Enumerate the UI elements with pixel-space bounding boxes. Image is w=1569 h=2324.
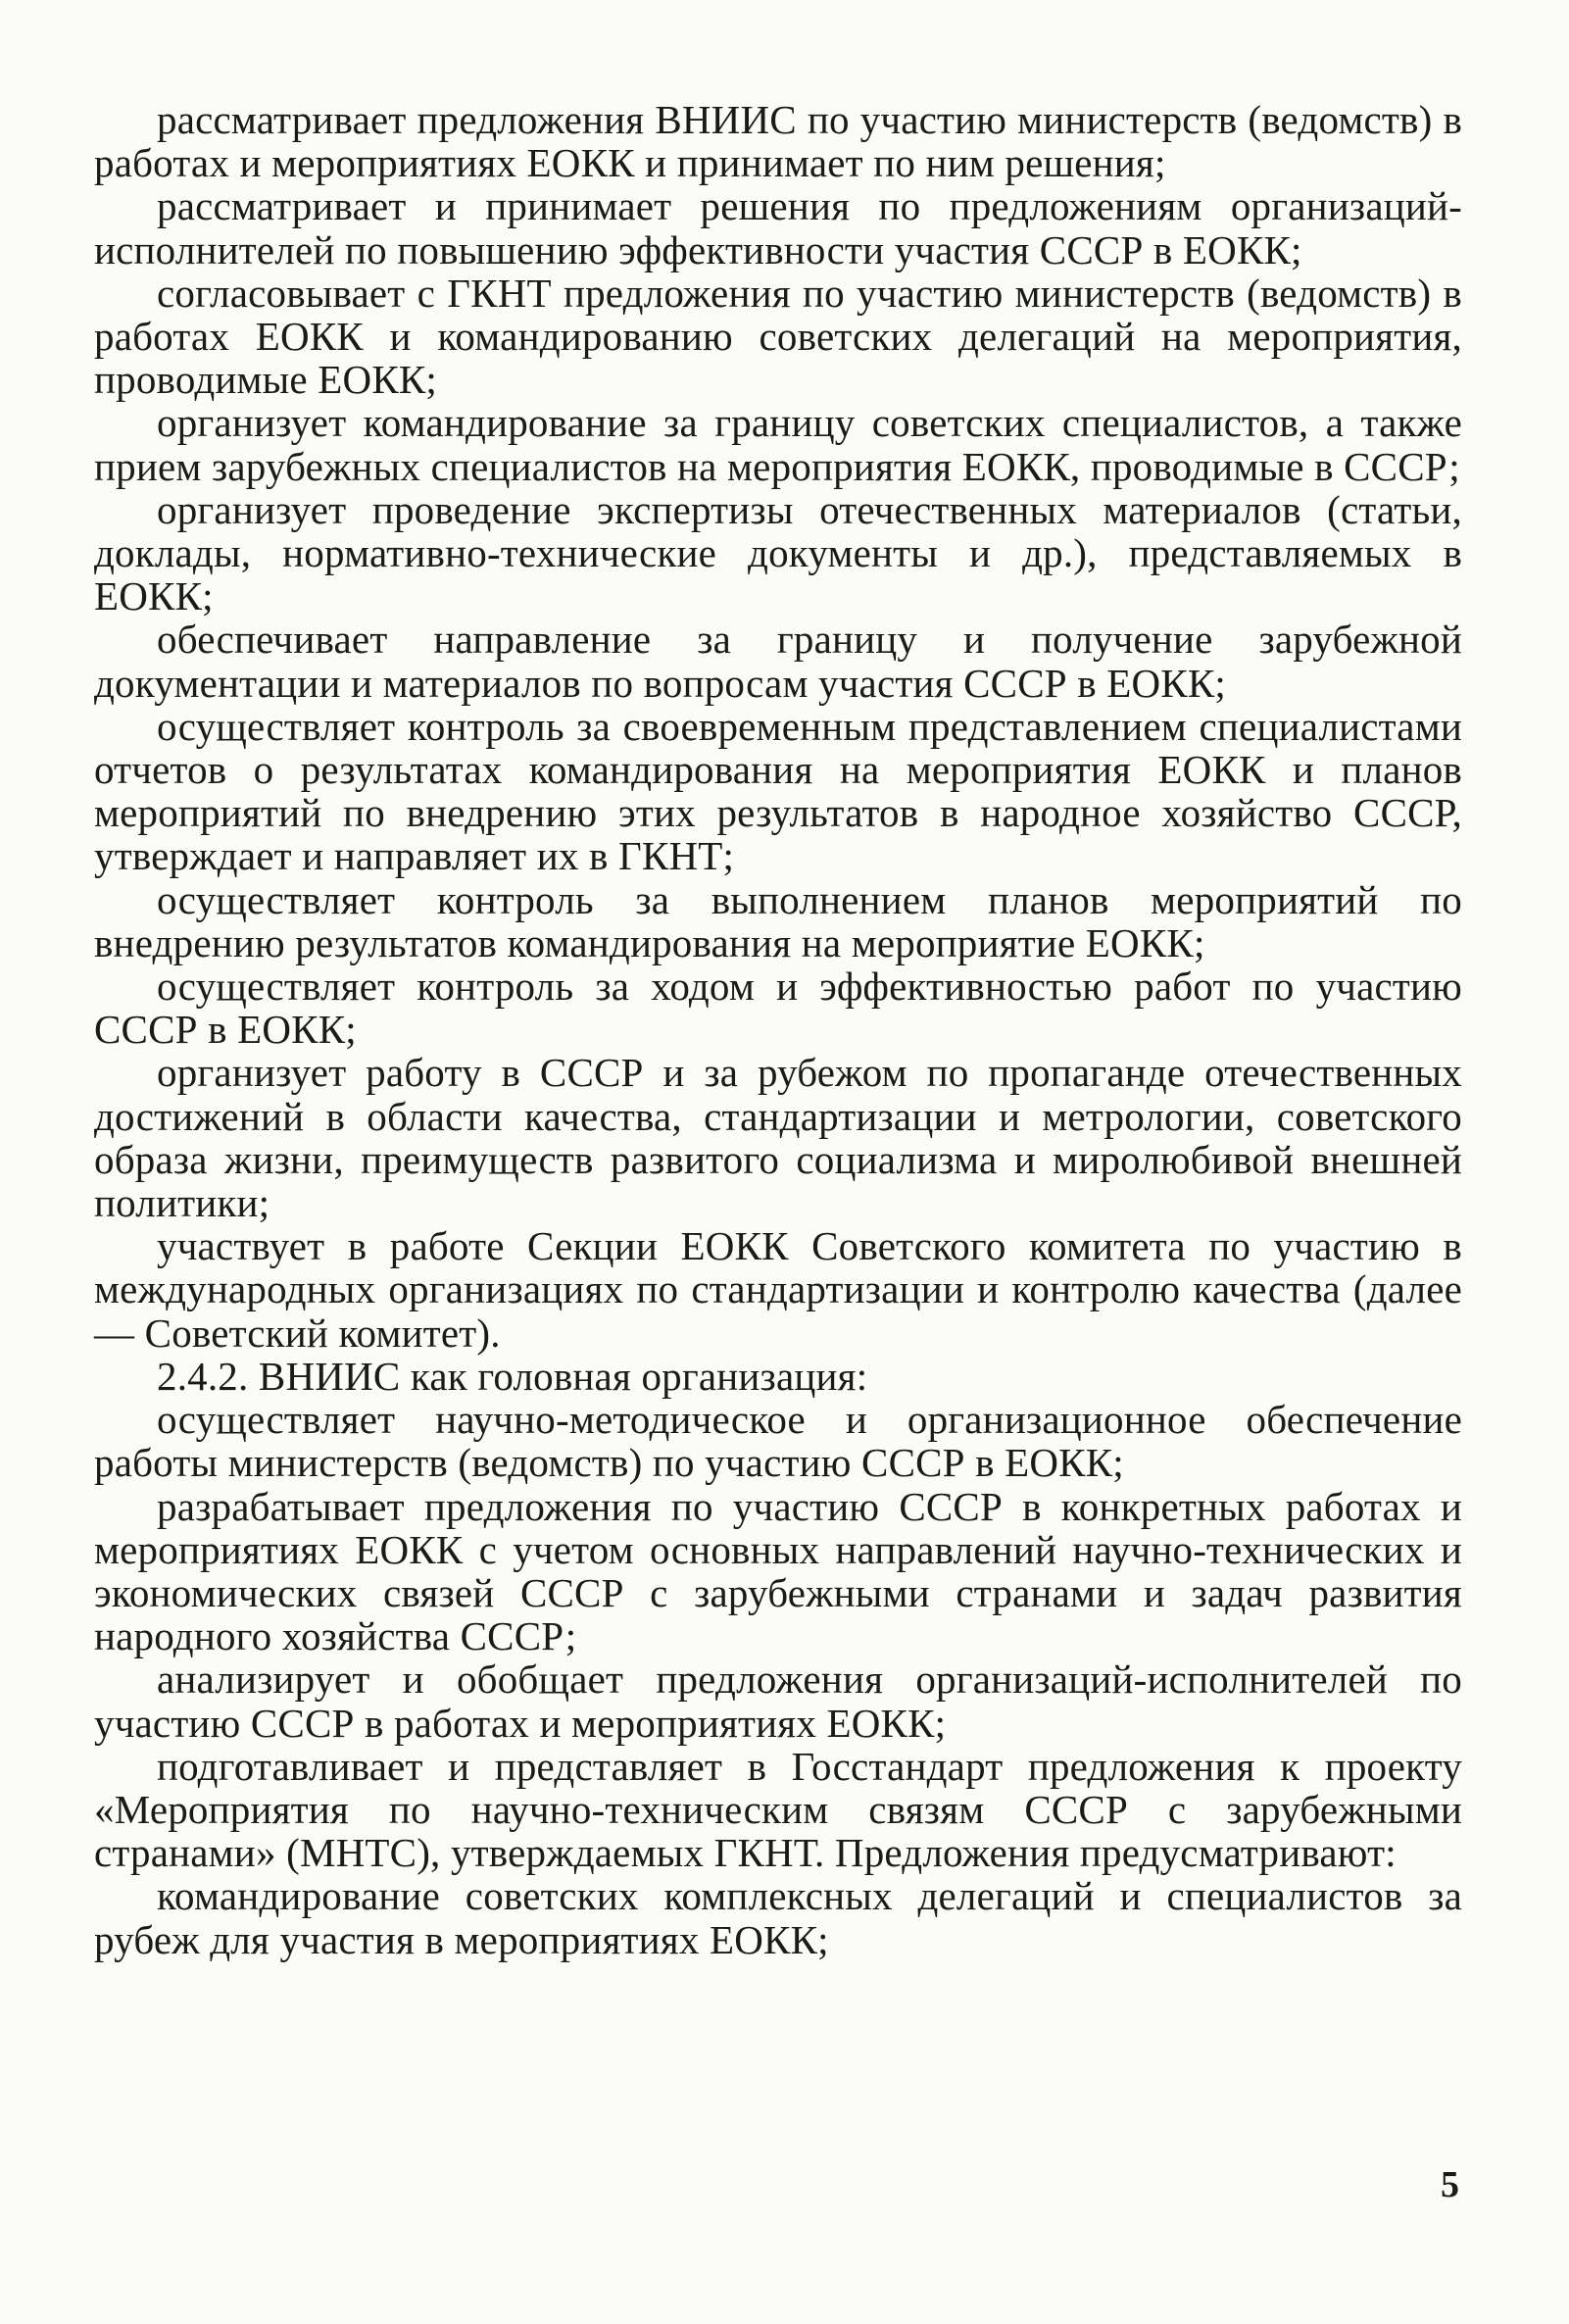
paragraph: подготавливает и представляет в Госстандарт предложения к проекту «Мероприятия по научно-техническим связям СССР с зарубежными странами» (МНТС), утверждаемых ГКНТ. Предложения предусматривают: xyxy=(94,1743,1462,1876)
paragraph: обеспечивает направление за границу и получение зарубежной документации и материалов по вопросам участия СССР в ЕОКК; xyxy=(94,617,1462,706)
paragraph: участвует в работе Секции ЕОКК Советского комитета по участию в международных организациях по стандартизации и контролю качества (далее — Советский комитет). xyxy=(94,1223,1462,1356)
paragraph: анализирует и обобщает предложения организаций-исполнителей по участию СССР в работах и мероприятиях ЕОКК; xyxy=(94,1656,1462,1746)
paragraph: организует работу в СССР и за рубежом по пропаганде отечественных достижений в области качества, стандартизации и метрологии, советского образа жизни, преимуществ развитого социализма и миролюбивой внешней политики; xyxy=(94,1050,1462,1226)
page-number: 5 xyxy=(1441,2164,1459,2205)
paragraph: рассматривает и принимает решения по предложениям организаций-исполнителей по повышению эффективности участия СССР в ЕОКК; xyxy=(94,183,1462,272)
paragraph: согласовывает с ГКНТ предложения по участию министерств (ведомств) в работах ЕОКК и командированию советских делегаций на мероприятия, проводимые ЕОКК; xyxy=(94,270,1462,403)
paragraph: осуществляет контроль за ходом и эффективностью работ по участию СССР в ЕОКК; xyxy=(94,964,1462,1053)
paragraph: осуществляет научно-методическое и организационное обеспечение работы министерств (ведомств) по участию СССР в ЕОКК; xyxy=(94,1397,1462,1486)
paragraph: организует проведение экспертизы отечественных материалов (статьи, доклады, нормативно-технические документы и др.), представляемых в ЕОКК; xyxy=(94,486,1462,619)
paragraph: осуществляет контроль за своевременным представлением специалистами отчетов о результатах командирования на мероприятия ЕОКК и планов мероприятий по внедрению этих результатов в народное хозяйство СССР, утверждает и направляет их в ГКНТ; xyxy=(94,703,1462,879)
paragraph: организует командирование за границу советских специалистов, а также прием зарубежных специалистов на мероприятия ЕОКК, проводимые в СССР; xyxy=(94,400,1462,489)
body-text xyxy=(94,98,1462,1961)
section-heading: 2.4.2. ВНИИС как головная организация: xyxy=(157,1353,868,1399)
paragraph: командирование советских комплексных делегаций и специалистов за рубеж для участия в мероприятиях ЕОКК; xyxy=(94,1873,1462,1962)
paragraph: разрабатывает предложения по участию СССР в конкретных работах и мероприятиях ЕОКК с учетом основных направлений научно-технических и экономических связей СССР с зарубежными странами и задач развития народного хозяйства СССР; xyxy=(94,1483,1462,1659)
paragraph: осуществляет контроль за выполнением планов мероприятий по внедрению результатов командирования на мероприятие ЕОКК; xyxy=(94,876,1462,965)
paragraph: рассматривает предложения ВНИИС по участию министерств (ведомств) в работах и мероприятиях ЕОКК и принимает по ним решения; xyxy=(94,97,1462,186)
